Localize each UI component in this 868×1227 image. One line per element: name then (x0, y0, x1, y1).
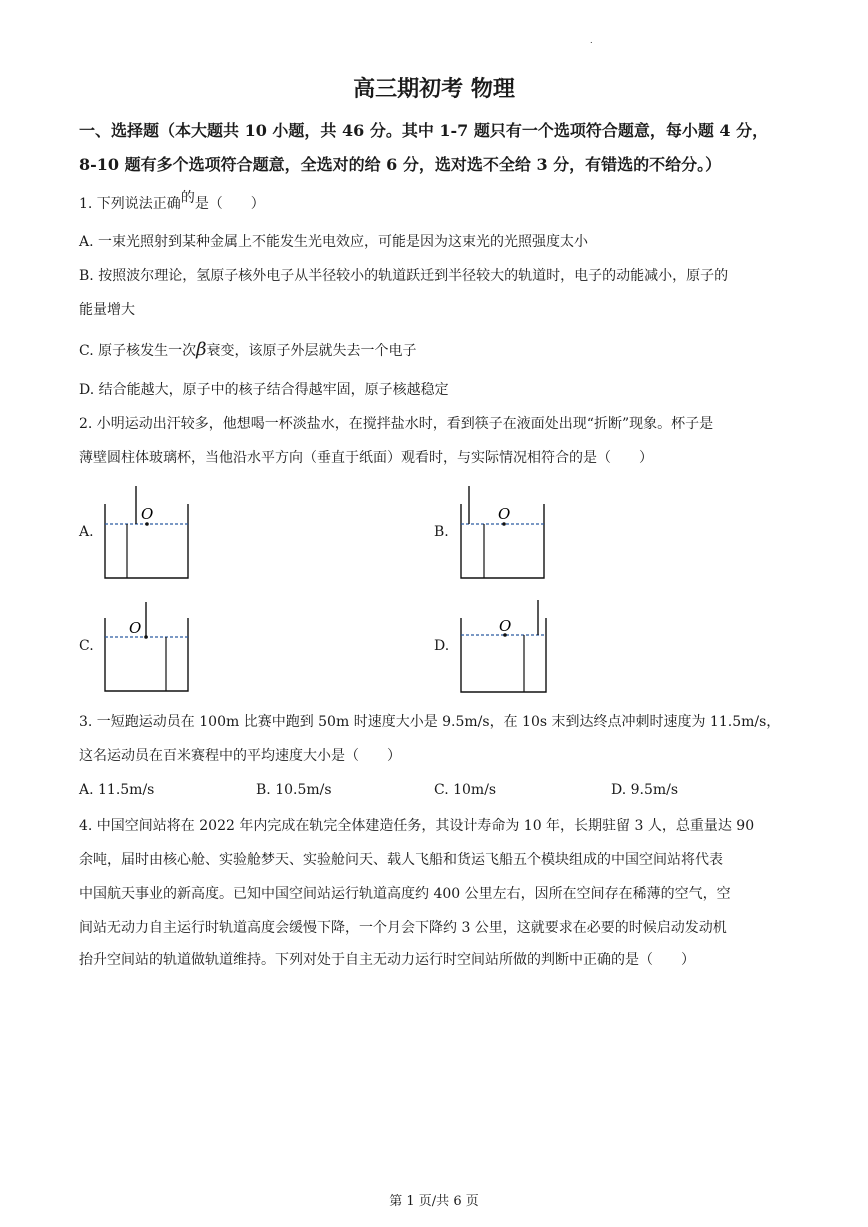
q1-stem-text-a: 1. 下列说法正确 (79, 196, 181, 212)
point-o (144, 635, 148, 639)
point-o-label: O (141, 505, 154, 523)
q3-option-d: D. 9.5m/s (611, 782, 679, 798)
q1-option-b-line2: 能量增大 (79, 302, 135, 318)
q4-stem-line1: 4. 中国空间站将在 2022 年内完成在轨完全体建造任务，其设计寿命为 10 年，长期驻留 3 人，总重量达 90 (79, 818, 755, 834)
section-heading-line2: 8-10 题有多个选项符合题意，全选对的给 6 分，选对选不全给 3 分，有错选的不给分。） (79, 155, 722, 174)
q1-stem-superscript: 的 (180, 190, 195, 206)
q1-stem (79, 190, 265, 214)
q2-stem-line2: 薄壁圆柱体玻璃杯，当他沿水平方向（垂直于纸面）观看时，与实际情况相符合的是（ ） (79, 450, 653, 466)
q4-stem-line3: 中国航天事业的新高度。已知中国空间站运行轨道高度约 400 公里左右，因所在空间存在稀薄的空气，空 (79, 886, 731, 902)
glass-diagram-c (100, 600, 195, 696)
q1-stem-text-b: 是（ ） (194, 196, 265, 212)
point-o-label: O (129, 619, 142, 637)
glass-diagram-a (100, 484, 195, 582)
q1-option-c (79, 340, 417, 361)
q4-stem-line2: 余吨，届时由核心舱、实验舱梦天、实验舱问天、载人飞船和货运飞船五个模块组成的中国空间站将代表 (79, 852, 723, 868)
point-o-label: O (498, 505, 511, 523)
beta-symbol: β (196, 339, 207, 360)
q1-option-b-line1: B. 按照波尔理论，氢原子核外电子从半径较小的轨道跃迁到半径较大的轨道时，电子的动能减小，原子的 (79, 268, 729, 284)
corner-dot: . (590, 36, 593, 45)
q1-option-c-text-b: 衰变，该原子外层就失去一个电子 (206, 343, 417, 359)
q3-stem-line1: 3. 一短跑运动员在 100m 比赛中跑到 50m 时速度大小是 9.5m/s，在 10s 末到达终点冲刺时速度为 11.5m/s， (79, 714, 781, 730)
q2-label-c: C. (79, 638, 94, 654)
q2-stem-line1: 2. 小明运动出汗较多，他想喝一杯淡盐水，在搅拌盐水时，看到筷子在液面处出现“折断”现象。杯子是 (79, 416, 714, 432)
q4-stem-line5: 抬升空间站的轨道做轨道维持。下列对处于自主无动力运行时空间站所做的判断中正确的是（ ） (79, 952, 695, 968)
q1-option-a: A. 一束光照射到某种金属上不能发生光电效应，可能是因为这束光的光照强度太小 (79, 234, 589, 250)
glass-diagram-b (456, 484, 551, 582)
q2-label-d: D. (434, 638, 450, 654)
page-title: 高三期初考 物理 (353, 76, 515, 102)
q3-option-a: A. 11.5m/s (79, 782, 155, 798)
q3-option-c: C. 10m/s (434, 782, 497, 798)
point-o-label: O (499, 617, 512, 635)
glass-diagram-d (456, 598, 553, 696)
page-footer: 第 1 页/共 6 页 (389, 1194, 479, 1209)
q1-option-d: D. 结合能越大，原子中的核子结合得越牢固，原子核越稳定 (79, 382, 449, 398)
section-heading-line1: 一、选择题（本大题共 10 小题，共 46 分。其中 1-7 题只有一个选项符合题意，每小题 4 分， (79, 121, 769, 140)
q2-label-a: A. (79, 524, 94, 540)
q2-label-b: B. (434, 524, 449, 540)
q3-stem-line2: 这名运动员在百米赛程中的平均速度大小是（ ） (79, 748, 401, 764)
q1-option-c-text-a: C. 原子核发生一次 (79, 343, 197, 359)
q4-stem-line4: 间站无动力自主运行时轨道高度会缓慢下降，一个月会下降约 3 公里，这就要求在必要的时候启动发动机 (79, 920, 727, 936)
q3-option-b: B. 10.5m/s (256, 782, 332, 798)
